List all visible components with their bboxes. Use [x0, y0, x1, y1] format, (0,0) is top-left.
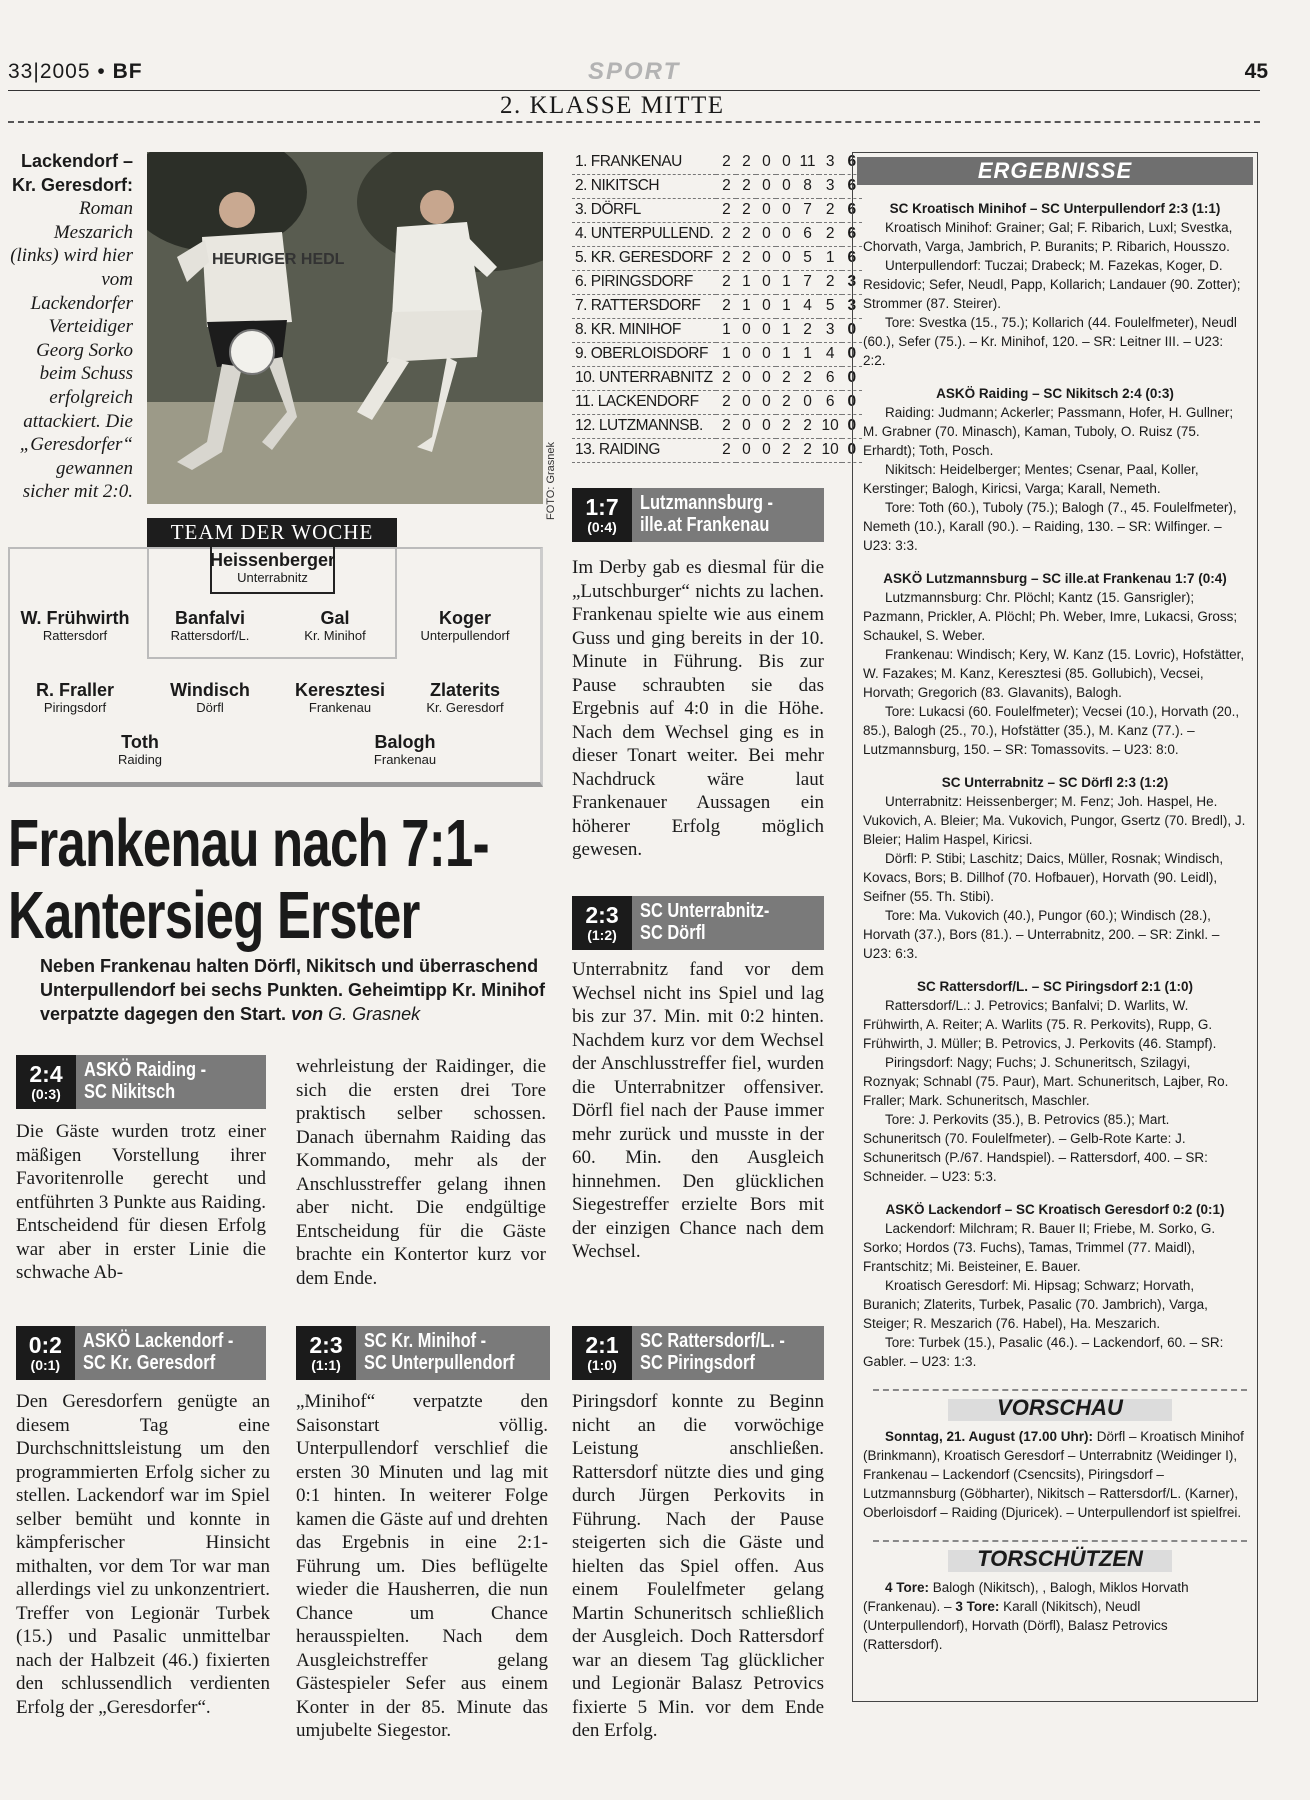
- standings-cell-w: 2: [736, 150, 756, 174]
- result-line: Kroatisch Geresdorf: Mi. Hipsag; Schwarz; Horvath, Buranich; Zlaterits, Turbek, Pasalic (70. Jambrich), Varga, Steiger; R. Meszarich (76. Habel), Ha. Meszarich.: [863, 1278, 1208, 1331]
- player-card: Zlaterits Kr. Geresdorf: [426, 680, 504, 715]
- standings-cell-a: 4: [819, 342, 842, 366]
- preview-text: Sonntag, 21. August (17.00 Uhr): Dörfl – Kroatisch Minihof (Brinkmann), Kroatisch Geresdorf – Unterrabnitz (Weidinger I), Frankenau – Lackendorf (Csencsits), Piringsdorf – Lutzmannsburg (Göbharter), Nikitsch – Rattersdorf/L. (Karner), Oberloisdorf – Raiding (Djuricek). – Unterpullendorf ist spielfrei.: [863, 1429, 1244, 1520]
- standings-cell-g: 2: [716, 270, 736, 294]
- game-header-lackendorf: 0:2 (0:1) ASKÖ Lackendorf - SC Kr. Geresdorf: [16, 1326, 266, 1380]
- standings-cell-l: 2: [776, 390, 796, 414]
- standings-row: [572, 342, 862, 366]
- standings-cell-f: 2: [796, 414, 818, 438]
- standings-cell-d: 0: [756, 318, 776, 342]
- standings-cell-g: 2: [716, 174, 736, 198]
- standings-cell-p: 0: [842, 390, 862, 414]
- player-card: Heissenberger Unterrabnitz: [210, 550, 336, 585]
- standings-cell-f: 8: [796, 174, 818, 198]
- standings-cell-p: 0: [842, 366, 862, 390]
- photo-credit: FOTO: Grasnek: [545, 441, 557, 520]
- standings-cell-a: 3: [819, 150, 842, 174]
- standings-team: 8. KR. MINIHOF: [572, 318, 716, 342]
- header-rule: [8, 90, 1260, 91]
- result-line: Tore: Ma. Vukovich (40.), Pungor (60.); Windisch (28.), Horvath (37.), Bors (81.). – Unterrabnitz, 200. – SR: Zinkl. – U23: 6:3.: [863, 908, 1220, 961]
- results-title: ERGEBNISSE: [857, 157, 1253, 185]
- standings-cell-d: 0: [756, 294, 776, 318]
- photo-caption: [8, 150, 133, 504]
- standings-team: 6. PIRINGSDORF: [572, 270, 716, 294]
- standings-team: 7. RATTERSDORF: [572, 294, 716, 318]
- standings-cell-p: 6: [842, 174, 862, 198]
- standings-row: [572, 174, 862, 198]
- results-list: [853, 199, 1257, 1371]
- standings-cell-p: 3: [842, 270, 862, 294]
- standings-cell-w: 0: [736, 390, 756, 414]
- page-number: 45: [1244, 60, 1268, 83]
- result-line: Dörfl: P. Stibi; Laschitz; Daics, Müller, Rosnak; Windisch, Kovacs, Bors; B. Dillhof (70. Hofbauer), Horvath (90. Leidl), Seifner (55. Th. Stibi).: [863, 851, 1224, 904]
- standings-cell-l: 0: [776, 174, 796, 198]
- game-header-minihof: 2:3 (1:1) SC Kr. Minihof - SC Unterpullendorf: [296, 1326, 550, 1380]
- preview-title: VORSCHAU: [873, 1389, 1247, 1421]
- standings-cell-p: 6: [842, 150, 862, 174]
- standings-row: [572, 318, 862, 342]
- shirt-sponsor: HEURIGER HEDL: [212, 251, 345, 268]
- standings-cell-p: 0: [842, 342, 862, 366]
- standings-cell-w: 0: [736, 342, 756, 366]
- standings-cell-l: 2: [776, 366, 796, 390]
- standings-cell-g: 2: [716, 366, 736, 390]
- result-line: Tore: Svestka (15., 75.); Kollarich (44. Foulelfmeter), Neudl (60.), Sefer (75.). – Kr. Minihof, 120. – SR: Leitner III. – U23: 2:2.: [863, 315, 1237, 368]
- result-line: Unterrabnitz: Heissenberger; M. Fenz; Joh. Haspel, He. Vukovich, A. Bleier; Ma. Vukovich, Pungor, Gsertz (70. Bredl), J. Bleier; Halim Haspel, Kiricsi.: [863, 794, 1246, 847]
- standings-table: [572, 150, 862, 463]
- standings-cell-d: 0: [756, 222, 776, 246]
- standings-cell-p: 0: [842, 414, 862, 438]
- standings-cell-a: 3: [819, 174, 842, 198]
- issue-label: 33|2005 • BF: [8, 60, 143, 83]
- standings-cell-f: 0: [796, 390, 818, 414]
- standings-cell-w: 0: [736, 318, 756, 342]
- standings-cell-a: 5: [819, 294, 842, 318]
- standings-cell-f: 2: [796, 438, 818, 462]
- result-line: Lackendorf: Milchram; R. Bauer II; Friebe, M. Sorko, G. Sorko; Hordos (73. Fuchs), Tamas, Trimmel (77. Maidl), Frantschitz; Mi. Beisteiner, E. Bauer.: [863, 1221, 1216, 1274]
- scorers-text: 4 Tore: Balogh (Nikitsch), , Balogh, Miklos Horvath (Frankenau). – 3 Tore: Karall (Nikitsch), Neudl (Unterpullendorf), Horvath (Dörfl), Balasz Petrovics (Rattersdorf).: [863, 1580, 1189, 1652]
- standings-cell-g: 2: [716, 390, 736, 414]
- standings-cell-g: 2: [716, 414, 736, 438]
- standings-team: 3. DÖRFL: [572, 198, 716, 222]
- standings-cell-w: 1: [736, 270, 756, 294]
- standings-cell-d: 0: [756, 174, 776, 198]
- standings-cell-w: 2: [736, 246, 756, 270]
- player-card: Keresztesi Frankenau: [294, 680, 386, 715]
- player-card: Balogh Frankenau: [373, 732, 437, 767]
- player-card: Banfalvi Rattersdorf/L.: [170, 608, 250, 643]
- standings-team: 13. RAIDING: [572, 438, 716, 462]
- result-title: SC Unterrabnitz – SC Dörfl 2:3 (1:2): [941, 775, 1169, 790]
- standings-team: 1. FRANKENAU: [572, 150, 716, 174]
- standings-cell-d: 0: [756, 246, 776, 270]
- standings-cell-p: 3: [842, 294, 862, 318]
- standings-cell-l: 1: [776, 318, 796, 342]
- match-photo: [147, 152, 543, 504]
- standings-team: 10. UNTERRABNITZ: [572, 366, 716, 390]
- standings-cell-a: 2: [819, 270, 842, 294]
- game-text-lackendorf: Den Geresdorfern genügte an diesem Tag eine Durchschnittsleistung um den programmierten Erfolg sicher zu stellen. Lackendorf war im Spiel selber bemüht und konnte in kämpferischer Hinsicht mithalten, vor dem Tor war man allerdings viel zu unkonzentriert. Treffer von Legionär Turbek (15.) und Pasalic unmittelbar nach der Halbzeit (46.) fixierten den schlussendlich verdienten Erfolg der „Geresdorfer“.: [16, 1391, 270, 1718]
- standings-row: [572, 222, 862, 246]
- team-of-week-title: TEAM DER WOCHE: [147, 518, 397, 547]
- standings-team: 12. LUTZMANNSB.: [572, 414, 716, 438]
- standings-row: [572, 270, 862, 294]
- standings-row: [572, 438, 862, 462]
- standings-row: [572, 366, 862, 390]
- lead-paragraph: Neben Frankenau halten Dörfl, Nikitsch und überraschend Unterpullendorf bei sechs Punkten. Geheimtipp Kr. Minihof verpatzte dagegen den Start. von G. Grasnek: [40, 956, 546, 1024]
- header-dashed-rule: [8, 121, 1260, 123]
- caption-text: Roman Meszarich (links) wird hier vom Lackendorfer Verteidiger Georg Sorko beim Schuss erfolgreich attackiert. Die „Geresdorfer“ gewannen sicher mit 2:0.: [10, 198, 133, 503]
- standings-team: 5. KR. GERESDORF: [572, 246, 716, 270]
- player-card: Toth Raiding: [117, 732, 163, 767]
- result-title: SC Kroatisch Minihof – SC Unterpullendorf 2:3 (1:1): [889, 201, 1221, 216]
- standings-row: [572, 246, 862, 270]
- player-card: Windisch Dörfl: [170, 680, 250, 715]
- standings-cell-d: 0: [756, 270, 776, 294]
- standings-team: 4. UNTERPULLEND.: [572, 222, 716, 246]
- standings-cell-f: 7: [796, 198, 818, 222]
- standings-cell-d: 0: [756, 390, 776, 414]
- results-sidebar: [852, 152, 1258, 1702]
- standings-cell-p: 0: [842, 318, 862, 342]
- standings-cell-f: 11: [796, 150, 818, 174]
- game-text-raiding-2: wehrleistung der Raidinger, die sich die ersten drei Tore praktisch selber schossen. Danach übernahm Raiding das Kommando, mehr als der Anschlusstreffer gelang ihnen aber nicht. Die endgültige Entscheidung für die Gäste brachte ein Kontertor kurz vor dem Ende.: [296, 1056, 546, 1289]
- result-line: Raiding: Judmann; Ackerler; Passmann, Hofer, H. Gullner; M. Grabner (70. Minasch), Kaman, Tuboly, O. Ruisz (75. Erhardt); Toth, Posch.: [863, 405, 1234, 458]
- standings-cell-p: 6: [842, 198, 862, 222]
- standings-cell-w: 0: [736, 438, 756, 462]
- standings-cell-f: 7: [796, 270, 818, 294]
- standings-row: [572, 390, 862, 414]
- standings-cell-w: 0: [736, 414, 756, 438]
- standings-cell-d: 0: [756, 342, 776, 366]
- game-text-unterrabnitz: Unterrabnitz fand vor dem Wechsel nicht ins Spiel und lag bis zur 37. Min. mit 0:2 hinten. Nachdem kurz vor dem Wechsel der Anschlusstreffer fiel, wurden die Unterrabnitzer offensiver. Dörfl fiel nach der Pause immer mehr zurück und musste in der 60. Min. den Ausgleich hinnehmen. Den glücklichen Siegestreffer erzielte Bors mit der einzigen Chance nach dem Wechsel.: [572, 959, 824, 1262]
- standings-cell-d: 0: [756, 198, 776, 222]
- standings-row: [572, 414, 862, 438]
- standings-cell-g: 2: [716, 294, 736, 318]
- standings-cell-a: 10: [819, 414, 842, 438]
- player-card: R. Fraller Piringsdorf: [35, 680, 115, 715]
- standings-cell-a: 6: [819, 366, 842, 390]
- result-line: Tore: Lukacsi (60. Foulelfmeter); Vecsei (10.), Horvath (20., 85.), Balogh (25., 70.), Hofstätter (35.), M. Kanz (77.). – Lutzmannsburg, 150. – SR: Tomassovits. – U23: 8:0.: [863, 704, 1240, 757]
- standings-cell-d: 0: [756, 366, 776, 390]
- standings-cell-w: 2: [736, 198, 756, 222]
- game-text-minihof: „Minihof“ verpatzte den Saisonstart völlig. Unterpullendorf verschlief die ersten 30 Minuten und lag mit 0:1 hinten. In weiterer Folge kamen die Gäste auf und drehten das Ergebnis in eine 2:1-Führung um. Dies beflügelte wieder die Hausherren, die nun Chance um Chance herausspielten. Nach dem Ausgleichstreffer gelang Gästespieler Sefer aus einem Konter in der 85. Minute das umjubelte Siegestor.: [296, 1391, 548, 1741]
- result-line: Unterpullendorf: Tuczai; Drabeck; M. Fazekas, Koger, D. Residovic; Sefer, Neudl, Papp, Kollarich; Landauer (90. Zotter); Strommer (87. Steirer).: [863, 258, 1241, 311]
- standings-cell-a: 2: [819, 222, 842, 246]
- standings-cell-l: 0: [776, 222, 796, 246]
- subsection-title: 2. KLASSE MITTE: [500, 92, 725, 119]
- standings-cell-f: 2: [796, 366, 818, 390]
- standings-row: [572, 198, 862, 222]
- headline: Frankenau nach 7:1- Kantersieg Erster: [8, 806, 489, 953]
- game-text-rattersdorf: Piringsdorf konnte zu Beginn nicht an die vorwöchige Leistung anschließen. Rattersdorf nützte dies und ging durch Jürgen Perkovits in Führung. Nach der Pause steigerten sich die Gäste und hielten das Spiel offen. Aus einem Foulelfmeter gelang Martin Schuneritsch schließlich der Ausgleich. Doch Rattersdorf war an diesem Tag glücklicher und Legionär Balasz Petrovics fixierte 5 Min. vor dem Ende den Erfolg.: [572, 1391, 824, 1741]
- standings-cell-a: 6: [819, 390, 842, 414]
- result-line: Tore: Turbek (15.), Pasalic (46.). – Lackendorf, 60. – SR: Gabler. – U23: 1:3.: [863, 1335, 1224, 1369]
- caption-title: Lackendorf – Kr. Geresdorf:: [11, 151, 133, 195]
- standings-cell-l: 1: [776, 270, 796, 294]
- standings-cell-p: 6: [842, 246, 862, 270]
- masthead: [8, 58, 1268, 88]
- standings-row: [572, 294, 862, 318]
- standings-cell-g: 2: [716, 438, 736, 462]
- standings-cell-g: 1: [716, 342, 736, 366]
- standings-cell-l: 0: [776, 150, 796, 174]
- game-text-raiding-1: Die Gäste wurden trotz einer mäßigen Vorstellung ihrer Favoritenrolle gerecht und entführten 3 Punkte aus Raiding. Entscheidend für diesen Erfolg war aber in erster Linie die schwache Ab-: [16, 1121, 266, 1283]
- section-title: SPORT: [588, 58, 681, 85]
- standings-cell-l: 1: [776, 342, 796, 366]
- result-line: Frankenau: Windisch; Kery, W. Kanz (15. Lovric), Hofstätter, W. Fazakes; M. Kanz, Keresztesi (85. Gollubich), Vecsei, Horvath; Gregorich (83. Glavanits), Balogh.: [863, 647, 1245, 700]
- standings-cell-w: 2: [736, 222, 756, 246]
- result-line: Rattersdorf/L.: J. Petrovics; Banfalvi; D. Warlits, W. Frühwirth, A. Reiter; A. Warlits (75. R. Perkovits), Rupp, G. Frühwirth, J. Müller; B. Petrovics, J. Perkovits (46. Stampf).: [863, 998, 1217, 1051]
- standings-cell-f: 4: [796, 294, 818, 318]
- result-line: Tore: J. Perkovits (35.), B. Petrovics (85.); Mart. Schuneritsch (70. Foulelfmeter). – Gelb-Rote Karte: J. Schuneritsch (P./67. Handspiel). – Rattersdorf, 400. – SR: Schneider. – U23: 5:3.: [863, 1112, 1208, 1184]
- standings-cell-a: 10: [819, 438, 842, 462]
- standings-cell-w: 0: [736, 366, 756, 390]
- game-text-lutzmannsburg: Im Derby gab es diesmal für die „Lutschburger“ nichts zu lachen. Frankenau spielte wie aus einem Guss und ging bereits in der 10. Minute in Führung. Bis zur Pause schraubten sie das Ergebnis auf 4:0 in die Höhe. Nach dem Wechsel ging es in dieser Tonart weiter. Bei mehr Nachdruck wäre laut Frankenauer Aussagen ein höherer Erfolg möglich gewesen.: [572, 557, 824, 860]
- standings-cell-g: 2: [716, 150, 736, 174]
- player-card: W. Frühwirth Rattersdorf: [20, 608, 130, 643]
- result-title: ASKÖ Lackendorf – SC Kroatisch Geresdorf 0:2 (0:1): [885, 1202, 1225, 1217]
- standings-cell-p: 6: [842, 222, 862, 246]
- result-title: ASKÖ Raiding – SC Nikitsch 2:4 (0:3): [936, 386, 1174, 401]
- standings-cell-d: 0: [756, 438, 776, 462]
- standings-cell-d: 0: [756, 150, 776, 174]
- standings-cell-a: 1: [819, 246, 842, 270]
- game-header-lutzmannsburg: 1:7 (0:4) Lutzmannsburg - ille.at Frankenau: [572, 488, 824, 542]
- standings-team: 2. NIKITSCH: [572, 174, 716, 198]
- standings-cell-f: 2: [796, 318, 818, 342]
- player-card: Gal Kr. Minihof: [304, 608, 366, 643]
- standings-cell-p: 0: [842, 438, 862, 462]
- result-line: Nikitsch: Heidelberger; Mentes; Csenar, Paal, Koller, Kerstinger; Balogh, Kiricsi, Varga; Karall, Nemeth.: [863, 462, 1199, 496]
- standings-team: 9. OBERLOISDORF: [572, 342, 716, 366]
- standings-cell-g: 1: [716, 318, 736, 342]
- standings-cell-l: 0: [776, 198, 796, 222]
- standings-cell-d: 0: [756, 414, 776, 438]
- standings-cell-l: 2: [776, 414, 796, 438]
- game-header-raiding: 2:4 (0:3) ASKÖ Raiding - SC Nikitsch: [16, 1055, 266, 1109]
- standings-team: 11. LACKENDORF: [572, 390, 716, 414]
- standings-cell-w: 1: [736, 294, 756, 318]
- result-line: Kroatisch Minihof: Grainer; Gal; F. Ribarich, Luxl; Svestka, Chorvath, Varga, Jambrich, P. Buranits; P. Ribarich, Housszo.: [863, 220, 1233, 254]
- result-line: Tore: Toth (60.), Tuboly (75.); Balogh (7., 45. Foulelfmeter), Nemeth (10.), Karall (90.). – Raiding, 130. – SR: Wilfinger. – U23: 3:3.: [863, 500, 1237, 553]
- standings-cell-w: 2: [736, 174, 756, 198]
- game-header-unterrabnitz: 2:3 (1:2) SC Unterrabnitz- SC Dörfl: [572, 896, 824, 950]
- standings-cell-a: 2: [819, 198, 842, 222]
- result-title: SC Rattersdorf/L. – SC Piringsdorf 2:1 (1:0): [916, 979, 1194, 994]
- standings-cell-l: 0: [776, 246, 796, 270]
- result-line: Piringsdorf: Nagy; Fuchs; J. Schuneritsch, Szilagyi, Roznyak; Schnabl (75. Paur), Mart. Schuneritsch, Lajber, Ro. Fraller; Mark. Schuneritsch, Maschler.: [863, 1055, 1229, 1108]
- match-photo-image: [147, 152, 543, 504]
- standings-cell-f: 6: [796, 222, 818, 246]
- standings-cell-f: 5: [796, 246, 818, 270]
- scorers-title: TORSCHÜTZEN: [873, 1540, 1247, 1572]
- player-card: Koger Unterpullendorf: [420, 608, 510, 643]
- standings-cell-g: 2: [716, 198, 736, 222]
- standings-cell-a: 3: [819, 318, 842, 342]
- standings-row: [572, 150, 862, 174]
- game-header-rattersdorf: 2:1 (1:0) SC Rattersdorf/L. - SC Piringsdorf: [572, 1326, 824, 1380]
- result-title: ASKÖ Lutzmannsburg – SC ille.at Frankenau 1:7 (0:4): [883, 571, 1227, 586]
- standings-cell-l: 1: [776, 294, 796, 318]
- result-line: Lutzmannsburg: Chr. Plöchl; Kantz (15. Gansrigler); Pazmann, Prickler, A. Plöchl; Ph. Weber, Imre, Lukacsi, Gross; Schaukel, S. Weber.: [863, 590, 1238, 643]
- standings-cell-l: 2: [776, 438, 796, 462]
- standings-cell-g: 2: [716, 222, 736, 246]
- standings-cell-f: 1: [796, 342, 818, 366]
- standings-cell-g: 2: [716, 246, 736, 270]
